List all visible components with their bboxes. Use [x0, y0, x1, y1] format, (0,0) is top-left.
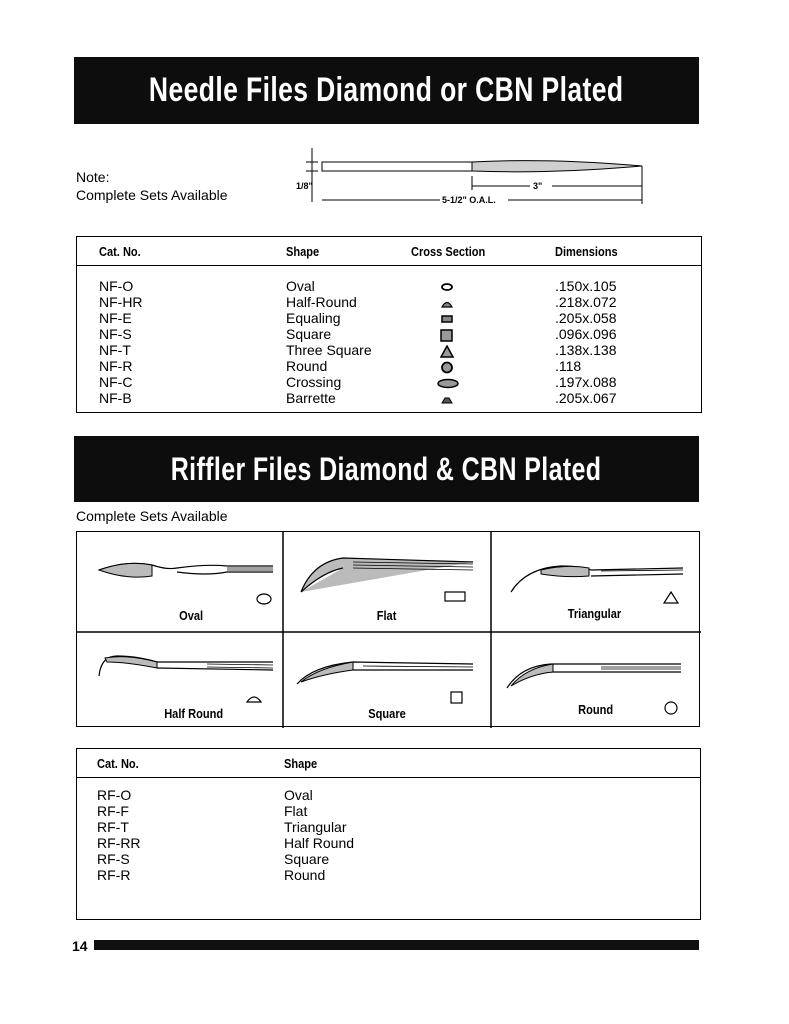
table-row: .138x.138 — [555, 342, 617, 358]
header-dimensions: Dimensions — [555, 244, 618, 259]
table-header — [77, 749, 700, 778]
table-row: .205x.067 — [555, 390, 617, 406]
table-row: Three Square — [286, 342, 372, 358]
cat-no-column — [99, 278, 143, 406]
header-shape: Shape — [286, 244, 320, 259]
table-row: RF-F — [97, 803, 129, 819]
table-row: NF-R — [99, 358, 133, 374]
equaling-section-icon — [441, 313, 453, 326]
header-cat-no: Cat. No. — [99, 244, 141, 259]
riffler-cell-oval — [77, 532, 283, 632]
table-row: Oval — [286, 278, 315, 294]
header-cat-no: Cat. No. — [97, 756, 139, 771]
riffler-files-table — [76, 748, 701, 920]
width-dimension-label: 1/8" — [296, 181, 313, 191]
table-row: RF-T — [97, 819, 129, 835]
riffler-cell-round — [491, 632, 701, 728]
square-section-icon — [440, 329, 454, 342]
header-shape: Shape — [284, 756, 318, 771]
riffler-files-title: Riffler Files Diamond & CBN Plated — [171, 450, 602, 487]
table-row: Square — [286, 326, 332, 342]
header-cross-section: Cross Section — [411, 244, 486, 259]
table-row: NF-E — [99, 310, 132, 326]
cat-no-column — [97, 787, 141, 883]
half-round-section-icon — [441, 297, 453, 310]
riffler-cell-square — [283, 632, 491, 728]
round-section-icon — [440, 361, 454, 374]
cross-section-column — [437, 281, 457, 409]
note-label: Note: — [76, 169, 110, 185]
table-row: Half Round — [284, 835, 355, 851]
riffler-shapes-grid — [76, 531, 700, 727]
table-row: Round — [284, 867, 326, 883]
needle-files-banner — [74, 57, 699, 124]
table-row: Equaling — [286, 310, 341, 326]
riffler-label-square: Square — [368, 706, 406, 721]
table-row: NF-C — [99, 374, 133, 390]
barrette-section-icon — [441, 393, 453, 406]
footer-rule — [94, 940, 699, 950]
overall-length-label: 5-1/2" O.A.L. — [442, 195, 496, 205]
table-row: .218x.072 — [555, 294, 617, 310]
table-row: NF-HR — [99, 294, 143, 310]
note-sets-available: Complete Sets Available — [76, 187, 228, 203]
table-row: NF-S — [99, 326, 132, 342]
table-row: Round — [286, 358, 328, 374]
riffler-label-flat: Flat — [376, 608, 397, 623]
table-row: Crossing — [286, 374, 342, 390]
riffler-label-round: Round — [578, 702, 614, 717]
table-row: Flat — [284, 803, 308, 819]
table-row: .197x.088 — [555, 374, 617, 390]
crossing-section-icon — [437, 377, 459, 390]
riffler-cell-flat — [283, 532, 491, 632]
shape-column — [284, 787, 354, 883]
table-header — [77, 237, 701, 266]
table-row: Half-Round — [286, 294, 357, 310]
table-row: NF-B — [99, 390, 132, 406]
three-square-section-icon — [440, 345, 454, 358]
needle-files-title: Needle Files Diamond or CBN Plated — [149, 71, 624, 109]
riffler-sets-note: Complete Sets Available — [76, 508, 228, 524]
plated-length-label: 3" — [533, 181, 543, 191]
table-row: .096x.096 — [555, 326, 617, 342]
table-row: Triangular — [284, 819, 347, 835]
riffler-label-oval: Oval — [179, 608, 204, 623]
riffler-label-half-round: Half Round — [164, 706, 224, 721]
table-row: .150x.105 — [555, 278, 617, 294]
shape-column — [286, 278, 372, 406]
table-row: .118 — [555, 358, 582, 374]
table-row: Square — [284, 851, 330, 867]
riffler-cell-half-round — [77, 632, 283, 728]
dimensions-column — [555, 278, 617, 406]
table-row: .205x.058 — [555, 310, 617, 326]
riffler-cell-triangular — [491, 532, 701, 632]
table-row: Barrette — [286, 390, 336, 406]
table-row: RF-S — [97, 851, 130, 867]
needle-file-diagram — [290, 140, 650, 210]
table-row: NF-O — [99, 278, 134, 294]
table-row: RF-O — [97, 787, 132, 803]
oval-section-icon — [441, 281, 453, 294]
riffler-files-banner — [74, 436, 699, 502]
table-row: NF-T — [99, 342, 131, 358]
table-row: Oval — [284, 787, 313, 803]
riffler-label-triangular: Triangular — [567, 606, 622, 621]
page-number: 14 — [72, 938, 88, 954]
table-row: RF-RR — [97, 835, 141, 851]
needle-files-table — [76, 236, 702, 413]
needle-note — [76, 168, 228, 204]
table-row: RF-R — [97, 867, 131, 883]
